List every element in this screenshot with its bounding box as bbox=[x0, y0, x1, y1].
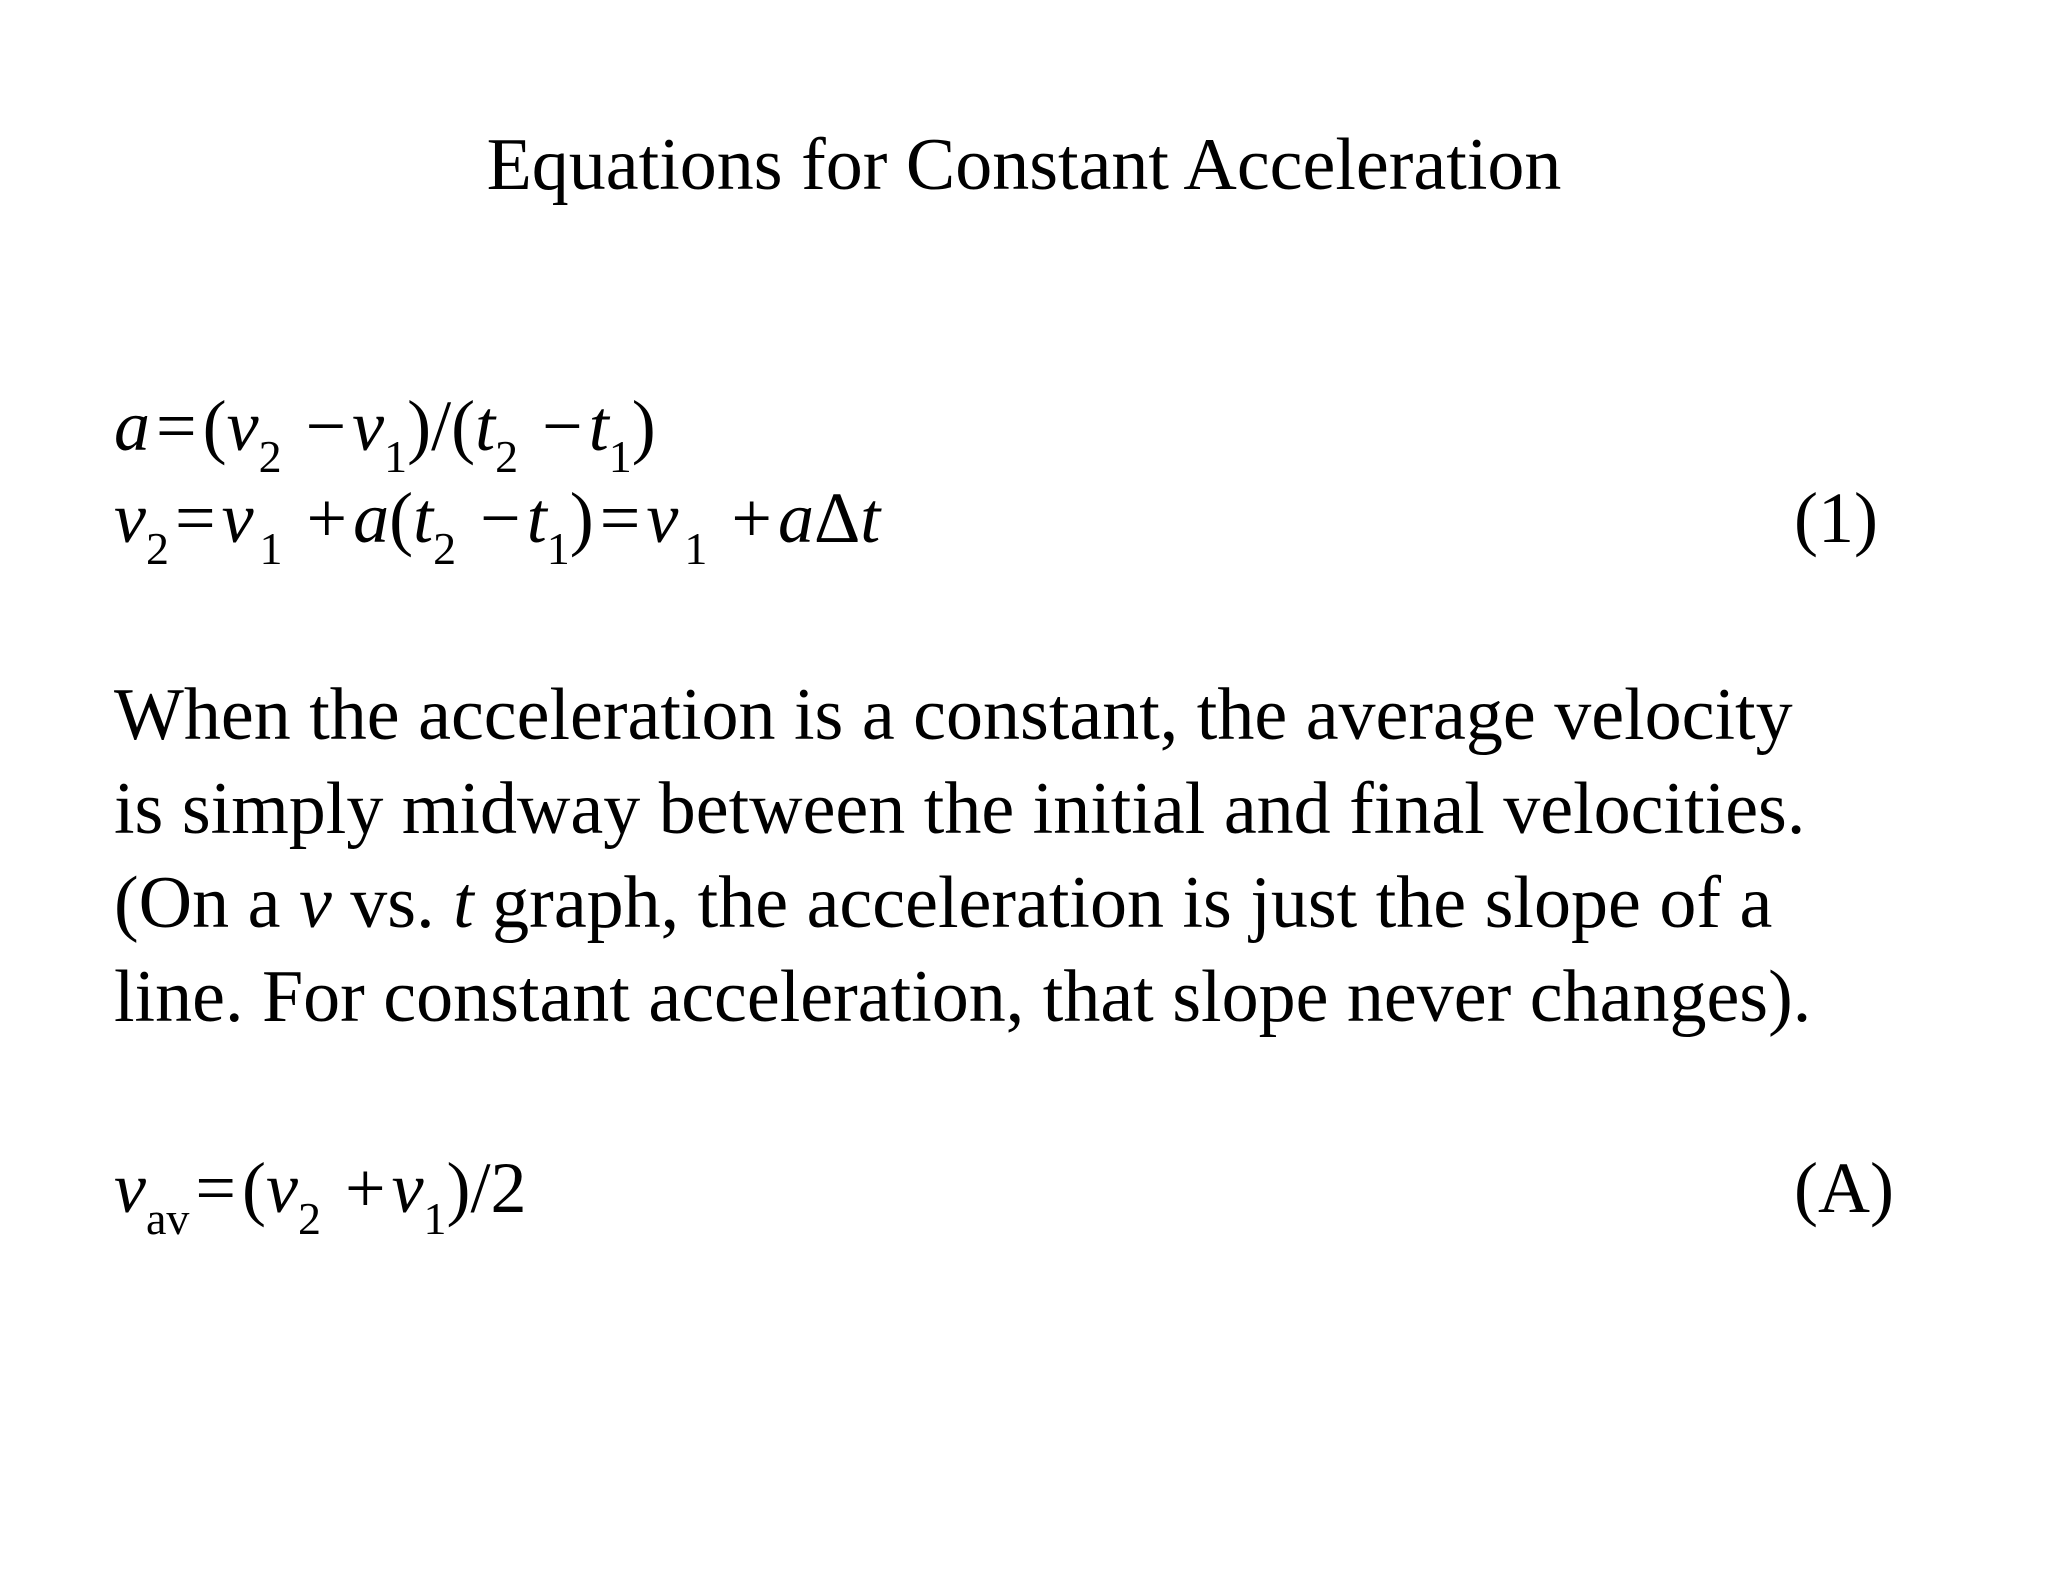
acceleration-definition-equation: $a=(v_2 -v_1)/(t_2 -t_1)$ bbox=[114, 386, 656, 482]
page-title: Equations for Constant Acceleration bbox=[486, 124, 1562, 206]
paragraph-line-3-text-a: (On a bbox=[114, 862, 299, 944]
equation-number-1: (1) bbox=[1794, 478, 1878, 558]
variable-t: t bbox=[453, 862, 474, 944]
equation-label-A: (A) bbox=[1794, 1148, 1894, 1228]
paragraph-line-1: When the acceleration is a constant, the average velocity bbox=[114, 674, 1793, 756]
velocity-equation: $v_2=v$ $_1 +a(t_2 -t_1)=v$ $_1$ +aΔt bbox=[114, 478, 881, 574]
paragraph-line-3 bbox=[114, 856, 2014, 950]
explanation-paragraph bbox=[114, 668, 2014, 1044]
variable-v: v bbox=[298, 862, 332, 944]
paragraph-line-2: is simply midway between the initial and final velocities. bbox=[114, 768, 1806, 850]
paragraph-line-3-text-c: graph, the acceleration is just the slope of a bbox=[473, 862, 1773, 944]
paragraph-line-3-text-b: vs. bbox=[331, 862, 454, 944]
average-velocity-equation: $v_{av}=(v_2 +v_1)/2$ bbox=[114, 1148, 527, 1244]
paragraph-line-4: line. For constant acceleration, that slope never changes). bbox=[114, 956, 1812, 1038]
